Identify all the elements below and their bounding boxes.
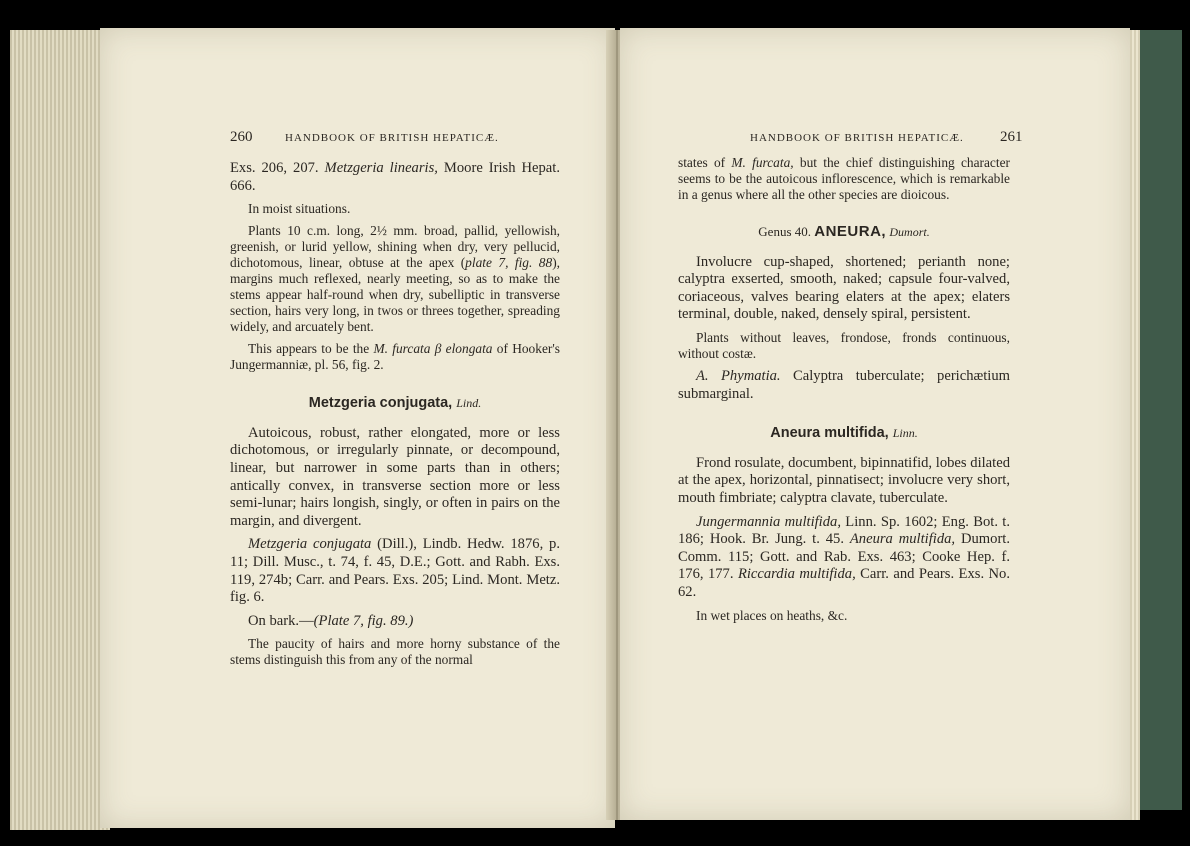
section-paragraph: A. Phymatia. Calyptra tuberculate; perichætium submarginal.	[678, 367, 1011, 402]
exsiccatae-paragraph: Exs. 206, 207. Metzgeria linearis, Moore Irish Hepat. 666.	[230, 160, 560, 194]
left-page-body	[230, 160, 560, 674]
book-cover-right	[1140, 30, 1182, 810]
synonymy-paragraph-right: Jungermannia multifida, Linn. Sp. 1602; Eng. Bot. t. 186; Hook. Br. Jung. t. 45. Aneura multifida, Dumort. Comm. 115; Gott. and Rab. Exs. 463; Cooke Hep. f. 176, 177. Riccardia multifida, Carr. and Pears. Exs. No. 62.	[678, 513, 1011, 600]
left-page-number: 260	[230, 129, 253, 145]
left-running-head: HANDBOOK OF BRITISH HEPATICÆ.	[285, 132, 499, 144]
right-page-number: 261	[1000, 129, 1023, 145]
right-running-head: HANDBOOK OF BRITISH HEPATICÆ.	[750, 132, 964, 144]
habitat-text: In moist situations.	[248, 201, 351, 217]
genus-description: Involucre cup-shaped, shortened; perianth none; calyptra exserted, smooth, naked; capsule four-valved, coriaceous, valves bearing elaters at the apex; elaters terminal, double, naked, densely spiral, persistent.	[678, 253, 1010, 323]
description-paragraph: Plants 10 c.m. long, 2½ mm. broad, pallid, yellowish, greenish, or lurid yellow, shining when dry, very pellucid, dichotomous, linear, obtuse at the apex (plate 7, fig. 88), margins much reflexed, nearly meeting, so as to make the stems appear half-round when dry, subelliptic in transverse section, hairs very long, in twos or threes together, spreading widely, and arcuately bent.	[230, 223, 560, 335]
final-paragraph: The paucity of hairs and more horny substance of the stems distinguish this from any of the normal	[230, 636, 560, 668]
page-stack-left	[10, 30, 110, 830]
species-description-right: Frond rosulate, documbent, bipinnatifid, lobes dilated at the apex, horizontal, pinnatisect; involucre very short, mouth fimbriate; calyptra clavate, tuberculate.	[678, 454, 1010, 506]
synonymy-paragraph: Metzgeria conjugata (Dill.), Lindb. Hedw. 1876, p. 11; Dill. Musc., t. 74, f. 45, D.E.; Gott. and Rabh. Exs. 119, 274b; Carr. and Pears. Exs. 205; Lind. Mont. Metz. fig. 6.	[230, 536, 560, 606]
plants-description: Plants without leaves, frondose, fronds continuous, without costæ.	[678, 329, 1010, 361]
habitat-text-right: In wet places on heaths, &c.	[696, 607, 848, 623]
substrate-text: On bark.—(Plate 7, fig. 89.)	[248, 612, 414, 629]
species-heading: Metzgeria conjugata, Lind.	[308, 395, 482, 412]
species-description: Autoicous, robust, rather elongated, more or less dichotomous, or irregularly pinnate, or decompound, linear, but narrower in some parts than in others; antically convex, in transverse section more or less semi-lunar; hairs longish, singly, or often in pairs on the margin, and divergent.	[230, 424, 560, 529]
continuation-paragraph: states of M. furcata, but the chief distinguishing character seems to be the autoicous inflorescence, which is remarkable in a genus where all the other species are dioicous.	[678, 155, 1010, 202]
species-heading-right: Aneura multifida, Linn.	[770, 425, 918, 442]
note-paragraph: This appears to be the M. furcata β elongata of Hooker's Jungermanniæ, pl. 56, fig. 2.	[230, 341, 560, 373]
genus-heading: Genus 40. ANEURA, Dumort.	[758, 223, 930, 240]
right-page-body	[678, 155, 1010, 630]
